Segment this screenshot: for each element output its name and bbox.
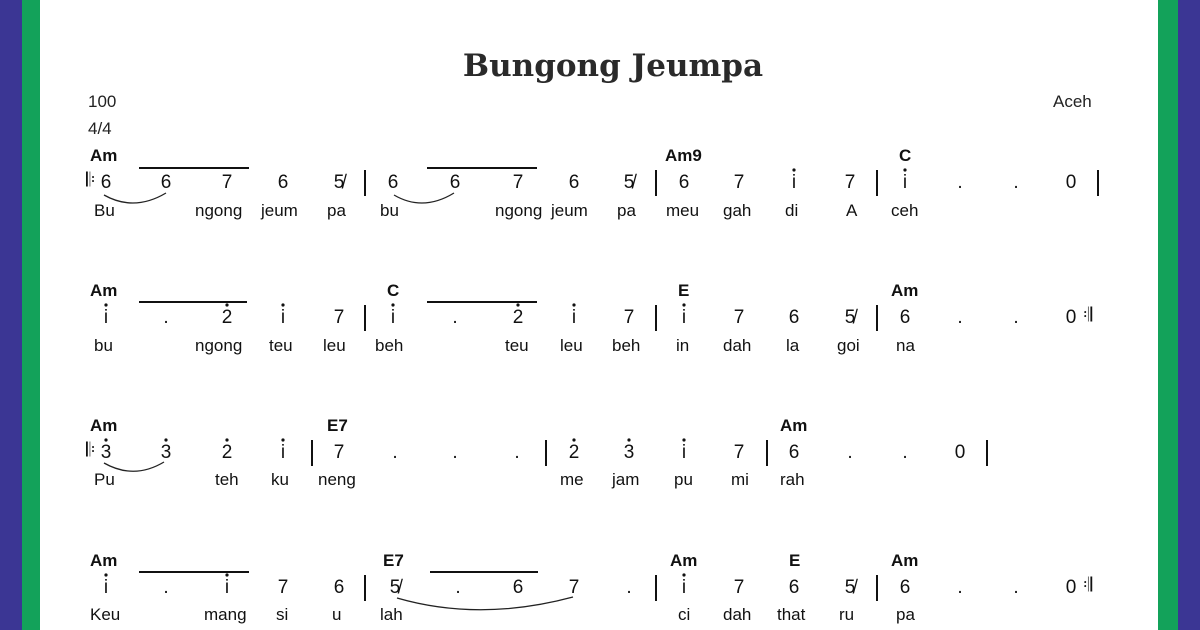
octave-dot: [572, 303, 575, 306]
note: 3: [100, 442, 112, 463]
chord: E: [789, 551, 801, 570]
octave-dot: [281, 303, 284, 306]
chord: Am: [90, 146, 118, 165]
lyric-syllable: ci: [678, 605, 691, 624]
note: .: [902, 442, 908, 463]
lyric-syllable: neng: [318, 470, 356, 489]
note: i: [224, 577, 230, 598]
lyric-syllable: mang: [204, 605, 247, 624]
slurs: [104, 193, 573, 610]
note: 7: [623, 307, 635, 328]
lyric-syllable: Bu: [94, 201, 115, 220]
repeat-start-sign: 𝄆: [86, 440, 95, 461]
tempo: 100: [88, 92, 117, 111]
note: 6: [568, 172, 580, 193]
lyric-syllable: ngong: [195, 336, 243, 355]
octave-dot: [104, 573, 107, 576]
note: 7: [333, 307, 345, 328]
octave-dot: [225, 438, 228, 441]
chord: E7: [383, 551, 404, 570]
note: i: [681, 307, 687, 328]
lyric-syllable: mi: [731, 470, 749, 489]
note: .: [1013, 307, 1019, 328]
note: 6: [788, 442, 800, 463]
note: i: [103, 577, 109, 598]
lyric-syllable: la: [786, 336, 800, 355]
lyric-syllable: na: [896, 336, 915, 355]
note: 2: [568, 442, 580, 463]
note: 6: [788, 577, 800, 598]
lyric-syllable: Keu: [90, 605, 121, 624]
lyric-syllable: pa: [896, 605, 915, 624]
lyric-syllable: di: [785, 201, 799, 220]
lyric-syllable: ru: [839, 605, 855, 624]
slur: [104, 193, 166, 203]
octave-dot: [104, 438, 107, 441]
note: 5̸: [623, 172, 635, 193]
note: 3: [623, 442, 635, 463]
lyric-syllable: goi: [837, 336, 860, 355]
note: .: [452, 442, 458, 463]
note: 7: [733, 307, 745, 328]
octave-dots: [104, 168, 906, 576]
lyric-syllable: beh: [612, 336, 641, 355]
note: 5̸: [389, 577, 401, 598]
slur: [104, 462, 164, 471]
lyric-syllable: bu: [94, 336, 113, 355]
chord: C: [899, 146, 912, 165]
lyric-syllable: pa: [617, 201, 636, 220]
note: .: [957, 577, 963, 598]
note: 7: [512, 172, 524, 193]
lyric-syllable: jeum: [261, 201, 298, 220]
lyric-syllable: dah: [723, 336, 752, 355]
octave-dot: [627, 438, 630, 441]
note: .: [455, 577, 461, 598]
note: 2: [221, 307, 233, 328]
note: 0: [1065, 172, 1077, 193]
note: .: [1013, 577, 1019, 598]
lyric-syllable: teh: [215, 470, 239, 489]
lyric-syllable: leu: [323, 336, 346, 355]
chord: E7: [327, 416, 348, 435]
note: i: [280, 307, 286, 328]
note: .: [163, 577, 169, 598]
note: .: [847, 442, 853, 463]
lyric-syllable: teu: [505, 336, 529, 355]
note: i: [280, 442, 286, 463]
lyric-syllable: ku: [271, 470, 289, 489]
lyric-syllable: ceh: [891, 201, 919, 220]
octave-dot: [104, 303, 107, 306]
lyric-syllable: jam: [612, 470, 640, 489]
note: 7: [568, 577, 580, 598]
lyric-syllable: meu: [666, 201, 700, 220]
chord: E: [678, 281, 690, 300]
lyric-syllable: dah: [723, 605, 752, 624]
note: .: [514, 442, 520, 463]
chord: Am: [891, 281, 919, 300]
lyric-syllable: leu: [560, 336, 583, 355]
lyric-syllable: rah: [780, 470, 805, 489]
note: 6: [449, 172, 461, 193]
note: .: [957, 307, 963, 328]
lyric-syllable: that: [777, 605, 806, 624]
time-signature: 4/4: [88, 119, 112, 138]
lyric-syllable: jeum: [551, 201, 588, 220]
note: 6: [512, 577, 524, 598]
lyric-syllable: pu: [674, 470, 693, 489]
note: i: [902, 172, 908, 193]
octave-dot: [682, 573, 685, 576]
note: 6: [678, 172, 690, 193]
octave-dot: [391, 303, 394, 306]
note: 5̸: [333, 172, 345, 193]
repeat-end-sign: 𝄇: [1083, 575, 1092, 596]
lyric-syllable: beh: [375, 336, 404, 355]
note: 6: [160, 172, 172, 193]
note: 6: [277, 172, 289, 193]
slur: [394, 193, 454, 203]
note: 7: [733, 442, 745, 463]
note: .: [1013, 172, 1019, 193]
note: 5̸: [844, 577, 856, 598]
octave-dot: [572, 438, 575, 441]
lyric-syllable: pa: [327, 201, 346, 220]
note: 6: [788, 307, 800, 328]
chord: Am: [90, 281, 118, 300]
note: i: [681, 442, 687, 463]
song-origin: Aceh: [1053, 92, 1092, 111]
note: 6: [387, 172, 399, 193]
note: 7: [221, 172, 233, 193]
note: .: [392, 442, 398, 463]
octave-dot: [792, 168, 795, 171]
note: i: [390, 307, 396, 328]
lyric-syllable: in: [676, 336, 690, 355]
note: 6: [100, 172, 112, 193]
note: i: [791, 172, 797, 193]
note: .: [163, 307, 169, 328]
lyric-syllable: u: [332, 605, 342, 624]
note: i: [681, 577, 687, 598]
note: .: [452, 307, 458, 328]
lyric-syllable: ngong: [195, 201, 243, 220]
chord: C: [387, 281, 400, 300]
octave-dot: [903, 168, 906, 171]
note: 7: [844, 172, 856, 193]
lyric-syllable: lah: [380, 605, 403, 624]
chord: Am: [90, 416, 118, 435]
lyric-syllable: A: [846, 201, 858, 220]
repeat-start-sign: 𝄆: [86, 170, 95, 191]
lyric-syllable: ngong: [495, 201, 543, 220]
octave-dot: [281, 438, 284, 441]
note: i: [571, 307, 577, 328]
note: .: [626, 577, 632, 598]
chord: Am: [780, 416, 808, 435]
lyric-syllable: me: [560, 470, 584, 489]
note: 0: [954, 442, 966, 463]
note: 2: [512, 307, 524, 328]
repeat-end-sign: 𝄇: [1083, 305, 1092, 326]
octave-dot: [225, 303, 228, 306]
note: 2: [221, 442, 233, 463]
lyric-syllable: si: [276, 605, 289, 624]
note: 6: [333, 577, 345, 598]
chord: Am: [670, 551, 698, 570]
note: 7: [733, 172, 745, 193]
note: 7: [277, 577, 289, 598]
note: i: [103, 307, 109, 328]
octave-dot: [516, 303, 519, 306]
note: 7: [333, 442, 345, 463]
note: 6: [899, 307, 911, 328]
note: 0: [1065, 577, 1077, 598]
lyric-syllable: Pu: [94, 470, 115, 489]
slur: [397, 597, 573, 610]
note: 3: [160, 442, 172, 463]
lyric-syllable: gah: [723, 201, 752, 220]
chord: Am: [891, 551, 919, 570]
octave-dot: [225, 573, 228, 576]
chord: Am9: [665, 146, 702, 165]
note: 0: [1065, 307, 1077, 328]
chord: Am: [90, 551, 118, 570]
lyric-syllable: teu: [269, 336, 293, 355]
note: 5̸: [844, 307, 856, 328]
note: 7: [733, 577, 745, 598]
song-title: Bungong Jeumpa: [462, 48, 764, 84]
note: 6: [899, 577, 911, 598]
octave-dot: [682, 303, 685, 306]
note: .: [957, 172, 963, 193]
octave-dot: [682, 438, 685, 441]
octave-dot: [164, 438, 167, 441]
lyric-syllable: bu: [380, 201, 399, 220]
